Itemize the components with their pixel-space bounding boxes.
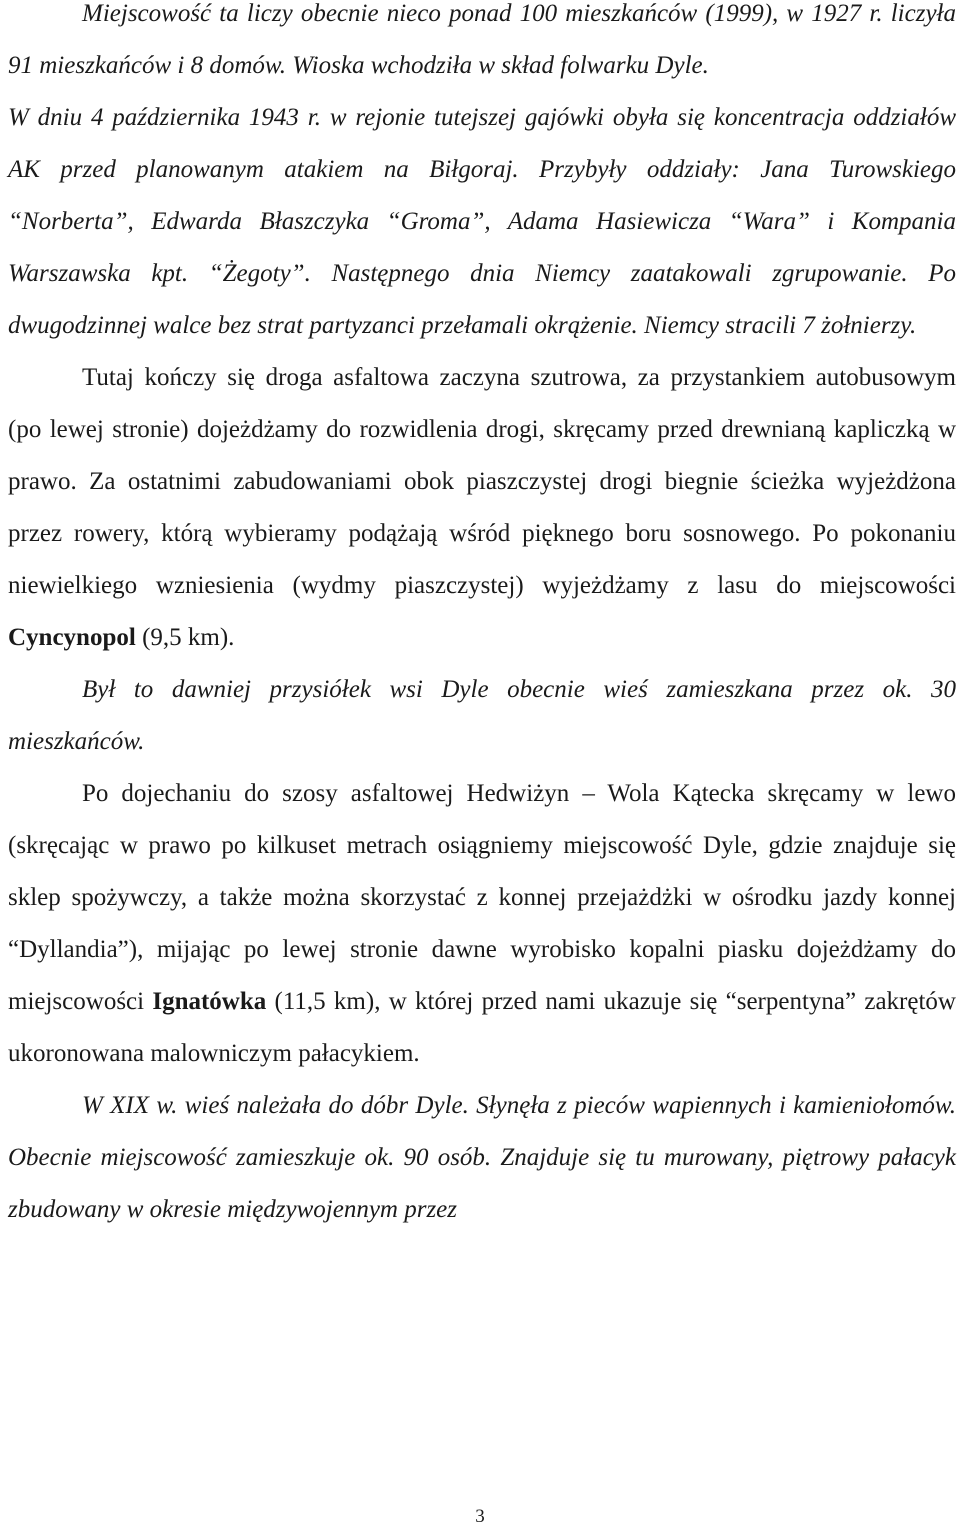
- paragraph-text: W XIX w. wieś należała do dóbr Dyle. Słynęła z pieców wapiennych i kamieniołomów. Obecnie miejscowość zamieszkuje ok. 90 osób. Znajduje się tu murowany, piętrowy pałacyk zbudowany w okresie międzywojennym przez: [8, 1092, 956, 1223]
- paragraph-ignatowka-history: [8, 1080, 956, 1236]
- paragraph-text: Tutaj kończy się droga asfaltowa zaczyna szutrowa, za przystankiem autobusowym (po lewej stronie) dojeżdżamy do rozwidlenia drogi, skręcamy przed drewnianą kapliczką w prawo. Za ostatnimi zabudowaniami obok piaszczystej drogi biegnie ścieżka wyjeżdżona przez rowery, którą wybieramy podążają wśród pięknego boru sosnowego. Po pokonaniu niewielkiego wzniesienia (wydmy piaszczystej) wyjeżdżamy z lasu do miejscowości: [8, 364, 956, 599]
- paragraph-cyncynopol-history: [8, 664, 956, 768]
- paragraph-text: (9,5 km).: [135, 624, 235, 651]
- page-number: 3: [475, 1506, 485, 1527]
- paragraph-text: W dniu 4 października 1943 r. w rejonie tutejszej gajówki obyła się koncentracja oddziałów AK przed planowanym atakiem na Biłgoraj. Przybyły oddziały: Jana Turowskiego “Norberta”, Edwarda Błaszczyka “Groma”, Adama Hasiewicza “Wara” i Kompania Warszawska kpt. “Żegoty”.: [8, 104, 956, 287]
- paragraph-text-upright: Następnego dnia Niemcy zaatakowali zgrupowanie. Po dwugodzinnej walce bez strat partyzanci przełamali okrążenie. Niemcy stracili 7 żołnierzy.: [8, 260, 957, 339]
- paragraph-ak-concentration: [8, 92, 956, 352]
- paragraph-text: Miejscowość ta liczy obecnie nieco ponad 100 mieszkańców (1999), w 1927 r. liczyła 91 mieszkańców i 8 domów. Wioska wchodziła w skład folwarku Dyle.: [8, 0, 956, 79]
- paragraph-route-ignatowka: [8, 768, 956, 1080]
- paragraph-text: Był to dawniej przysiółek wsi Dyle obecnie wieś zamieszkana przez ok. 30 mieszkańców.: [8, 676, 956, 755]
- paragraph-text: Po dojechaniu do szosy asfaltowej Hedwiżyn – Wola Kątecka skręcamy w lewo (skręcając w prawo po kilkuset metrach osiągniemy miejscowość Dyle, gdzie znajduje się sklep spożywczy, a także można skorzystać z konnej przejażdżki w ośrodku jazdy konnej “Dyllandia”), mijając po lewej stronie dawne wyrobisko kopalni piasku dojeżdżamy do miejscowości: [8, 780, 956, 1015]
- paragraph-route-cyncynopol: [8, 352, 956, 664]
- place-name-cyncynopol: Cyncynopol: [8, 624, 136, 651]
- document-page: [8, 0, 956, 1236]
- paragraph-village-population: [8, 0, 956, 92]
- place-name-ignatowka: Ignatówka: [152, 988, 267, 1015]
- paragraph-text: (11,5 km), w której przed nami ukazuje się “serpentyna” zakrętów ukoronowana malowniczym pałacykiem.: [8, 988, 956, 1067]
